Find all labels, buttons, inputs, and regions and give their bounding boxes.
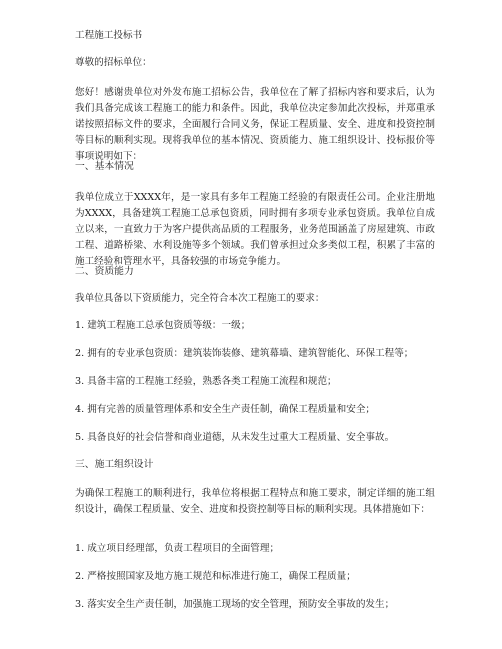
section3-heading: 三、施工组织设计: [75, 459, 154, 470]
section2-item-4: 4. 拥有完善的质量管理体系和安全生产责任制，确保工程质量和安全；: [75, 404, 376, 415]
section3-item-3: 3. 落实安全生产责任制，加强施工现场的安全管理，预防安全事故的发生；: [75, 599, 395, 610]
section2-item-3: 3. 具备丰富的工程施工经验，熟悉各类工程施工流程和规范；: [75, 376, 337, 387]
section3-intro: 为确保工程施工的顺利进行，我单位将根据工程特点和施工要求，制定详细的施工组织设计，确保工程质量、安全、进度和投资控制等目标的顺利实现。具体措施如下：: [75, 488, 435, 515]
section2-heading: 二、资质能力: [75, 266, 134, 277]
intro-paragraph: 您好！感谢贵单位对外发布施工招标公告，我单位在了解了招标内容和要求后，认为我们具备完成该工程施工的能力和条件。因此，我单位决定参加此次投标，并郑重承诺按照招标文件的要求，全面履行合同义务，保证工程质量、安全、进度和投资控制等目标的顺利实现。现将我单位的基本情况、资质能力、施工组织设计、投标报价等事项说明如下：: [75, 87, 435, 162]
section1-heading: 一、基本情况: [75, 161, 134, 172]
document-title: 工程施工投标书: [75, 30, 143, 41]
section3-item-2: 2. 严格按照国家及地方施工规范和标准进行施工，确保工程质量；: [75, 571, 356, 582]
section2-item-1: 1. 建筑工程施工总承包资质等级：一级；: [75, 320, 251, 331]
section3-item-1: 1. 成立项目经理部，负责工程项目的全面管理；: [75, 543, 280, 554]
section1-body: 我单位成立于XXXX年，是一家具有多年工程施工经验的有限责任公司。企业注册地为XXXX，具备建筑工程施工总承包资质，同时拥有多项专业承包资质。我单位自成立以来，一直致力于为客户提供高品质的工程服务，业务范围涵盖了房屋建筑、市政工程、道路桥梁、水利设施等多个领域。我们曾承担过众多类似工程，积累了丰富的施工经验和管理水平，具备较强的市场竞争能力。: [75, 192, 435, 267]
salutation: 尊敬的招标单位：: [75, 57, 152, 68]
section2-intro: 我单位具备以下资质能力，完全符合本次工程施工的要求：: [75, 293, 325, 304]
section2-item-5: 5. 具备良好的社会信誉和商业道德，从未发生过重大工程质量、安全事故。: [75, 432, 395, 443]
section2-item-2: 2. 拥有的专业承包资质：建筑装饰装修、建筑幕墙、建筑智能化、环保工程等；: [75, 348, 414, 359]
